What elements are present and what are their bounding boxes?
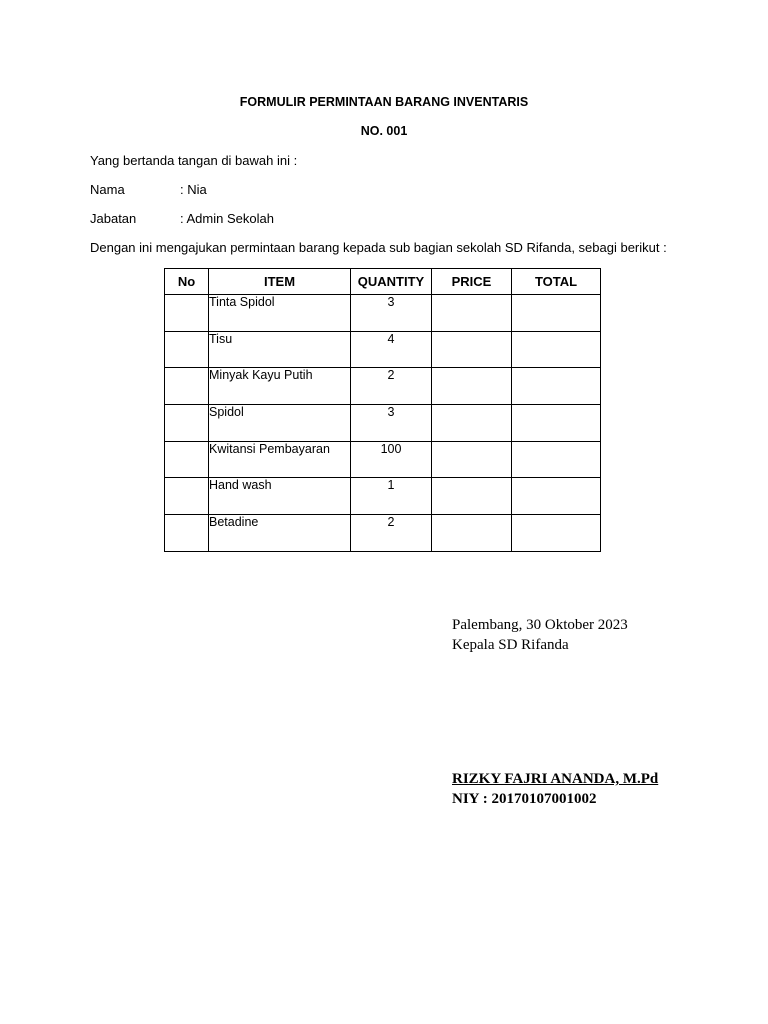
table-row: [165, 331, 601, 368]
table-row: [165, 441, 601, 478]
cell-total: [512, 515, 601, 552]
cell-item: Hand wash: [209, 478, 351, 515]
cell-quantity: 2: [351, 368, 432, 405]
header-quantity: QUANTITY: [351, 269, 432, 295]
form-title: FORMULIR PERMINTAAN BARANG INVENTARIS: [239, 95, 529, 109]
header-item: ITEM: [209, 269, 351, 295]
cell-total: [512, 368, 601, 405]
cell-quantity: 4: [351, 331, 432, 368]
cell-item: Betadine: [209, 515, 351, 552]
position-label: Jabatan: [90, 211, 137, 226]
cell-item: Spidol: [209, 405, 351, 442]
cell-total: [512, 331, 601, 368]
position-row: [90, 211, 274, 226]
cell-price: [432, 405, 512, 442]
items-table: [164, 268, 601, 552]
cell-total: [512, 405, 601, 442]
table-header-row: [165, 269, 601, 295]
cell-item: Tinta Spidol: [209, 295, 351, 332]
cell-price: [432, 515, 512, 552]
cell-quantity: 100: [351, 441, 432, 478]
cell-price: [432, 441, 512, 478]
name-row: [90, 182, 207, 197]
form-number: NO. 001: [360, 124, 408, 138]
cell-total: [512, 295, 601, 332]
cell-total: [512, 478, 601, 515]
table-row: [165, 515, 601, 552]
cell-no: [165, 368, 209, 405]
cell-quantity: 3: [351, 295, 432, 332]
cell-no: [165, 515, 209, 552]
signatory-role: Kepala SD Rifanda: [452, 637, 569, 653]
header-price: PRICE: [432, 269, 512, 295]
cell-item: Tisu: [209, 331, 351, 368]
cell-no: [165, 295, 209, 332]
cell-quantity: 3: [351, 405, 432, 442]
cell-quantity: 2: [351, 515, 432, 552]
cell-item: Kwitansi Pembayaran: [209, 441, 351, 478]
table-row: [165, 405, 601, 442]
signatory-id: NIY : 20170107001002: [452, 791, 597, 807]
intro-line: Yang bertanda tangan di bawah ini :: [90, 153, 298, 168]
table-row: [165, 478, 601, 515]
header-total: TOTAL: [512, 269, 601, 295]
signatory-name: RIZKY FAJRI ANANDA, M.Pd: [452, 771, 659, 787]
cell-quantity: 1: [351, 478, 432, 515]
cell-no: [165, 331, 209, 368]
cell-item: Minyak Kayu Putih: [209, 368, 351, 405]
cell-price: [432, 331, 512, 368]
cell-price: [432, 295, 512, 332]
cell-price: [432, 478, 512, 515]
cell-price: [432, 368, 512, 405]
request-text: Dengan ini mengajukan permintaan barang kepada sub bagian sekolah SD Rifanda, sebagi berikut :: [90, 240, 667, 255]
cell-no: [165, 405, 209, 442]
table-row: [165, 368, 601, 405]
name-value: : Nia: [180, 182, 207, 197]
position-value: : Admin Sekolah: [180, 211, 274, 226]
cell-total: [512, 441, 601, 478]
name-label: Nama: [90, 182, 125, 197]
header-no: No: [165, 269, 209, 295]
table-row: [165, 295, 601, 332]
place-date: Palembang, 30 Oktober 2023: [452, 617, 628, 633]
cell-no: [165, 441, 209, 478]
cell-no: [165, 478, 209, 515]
